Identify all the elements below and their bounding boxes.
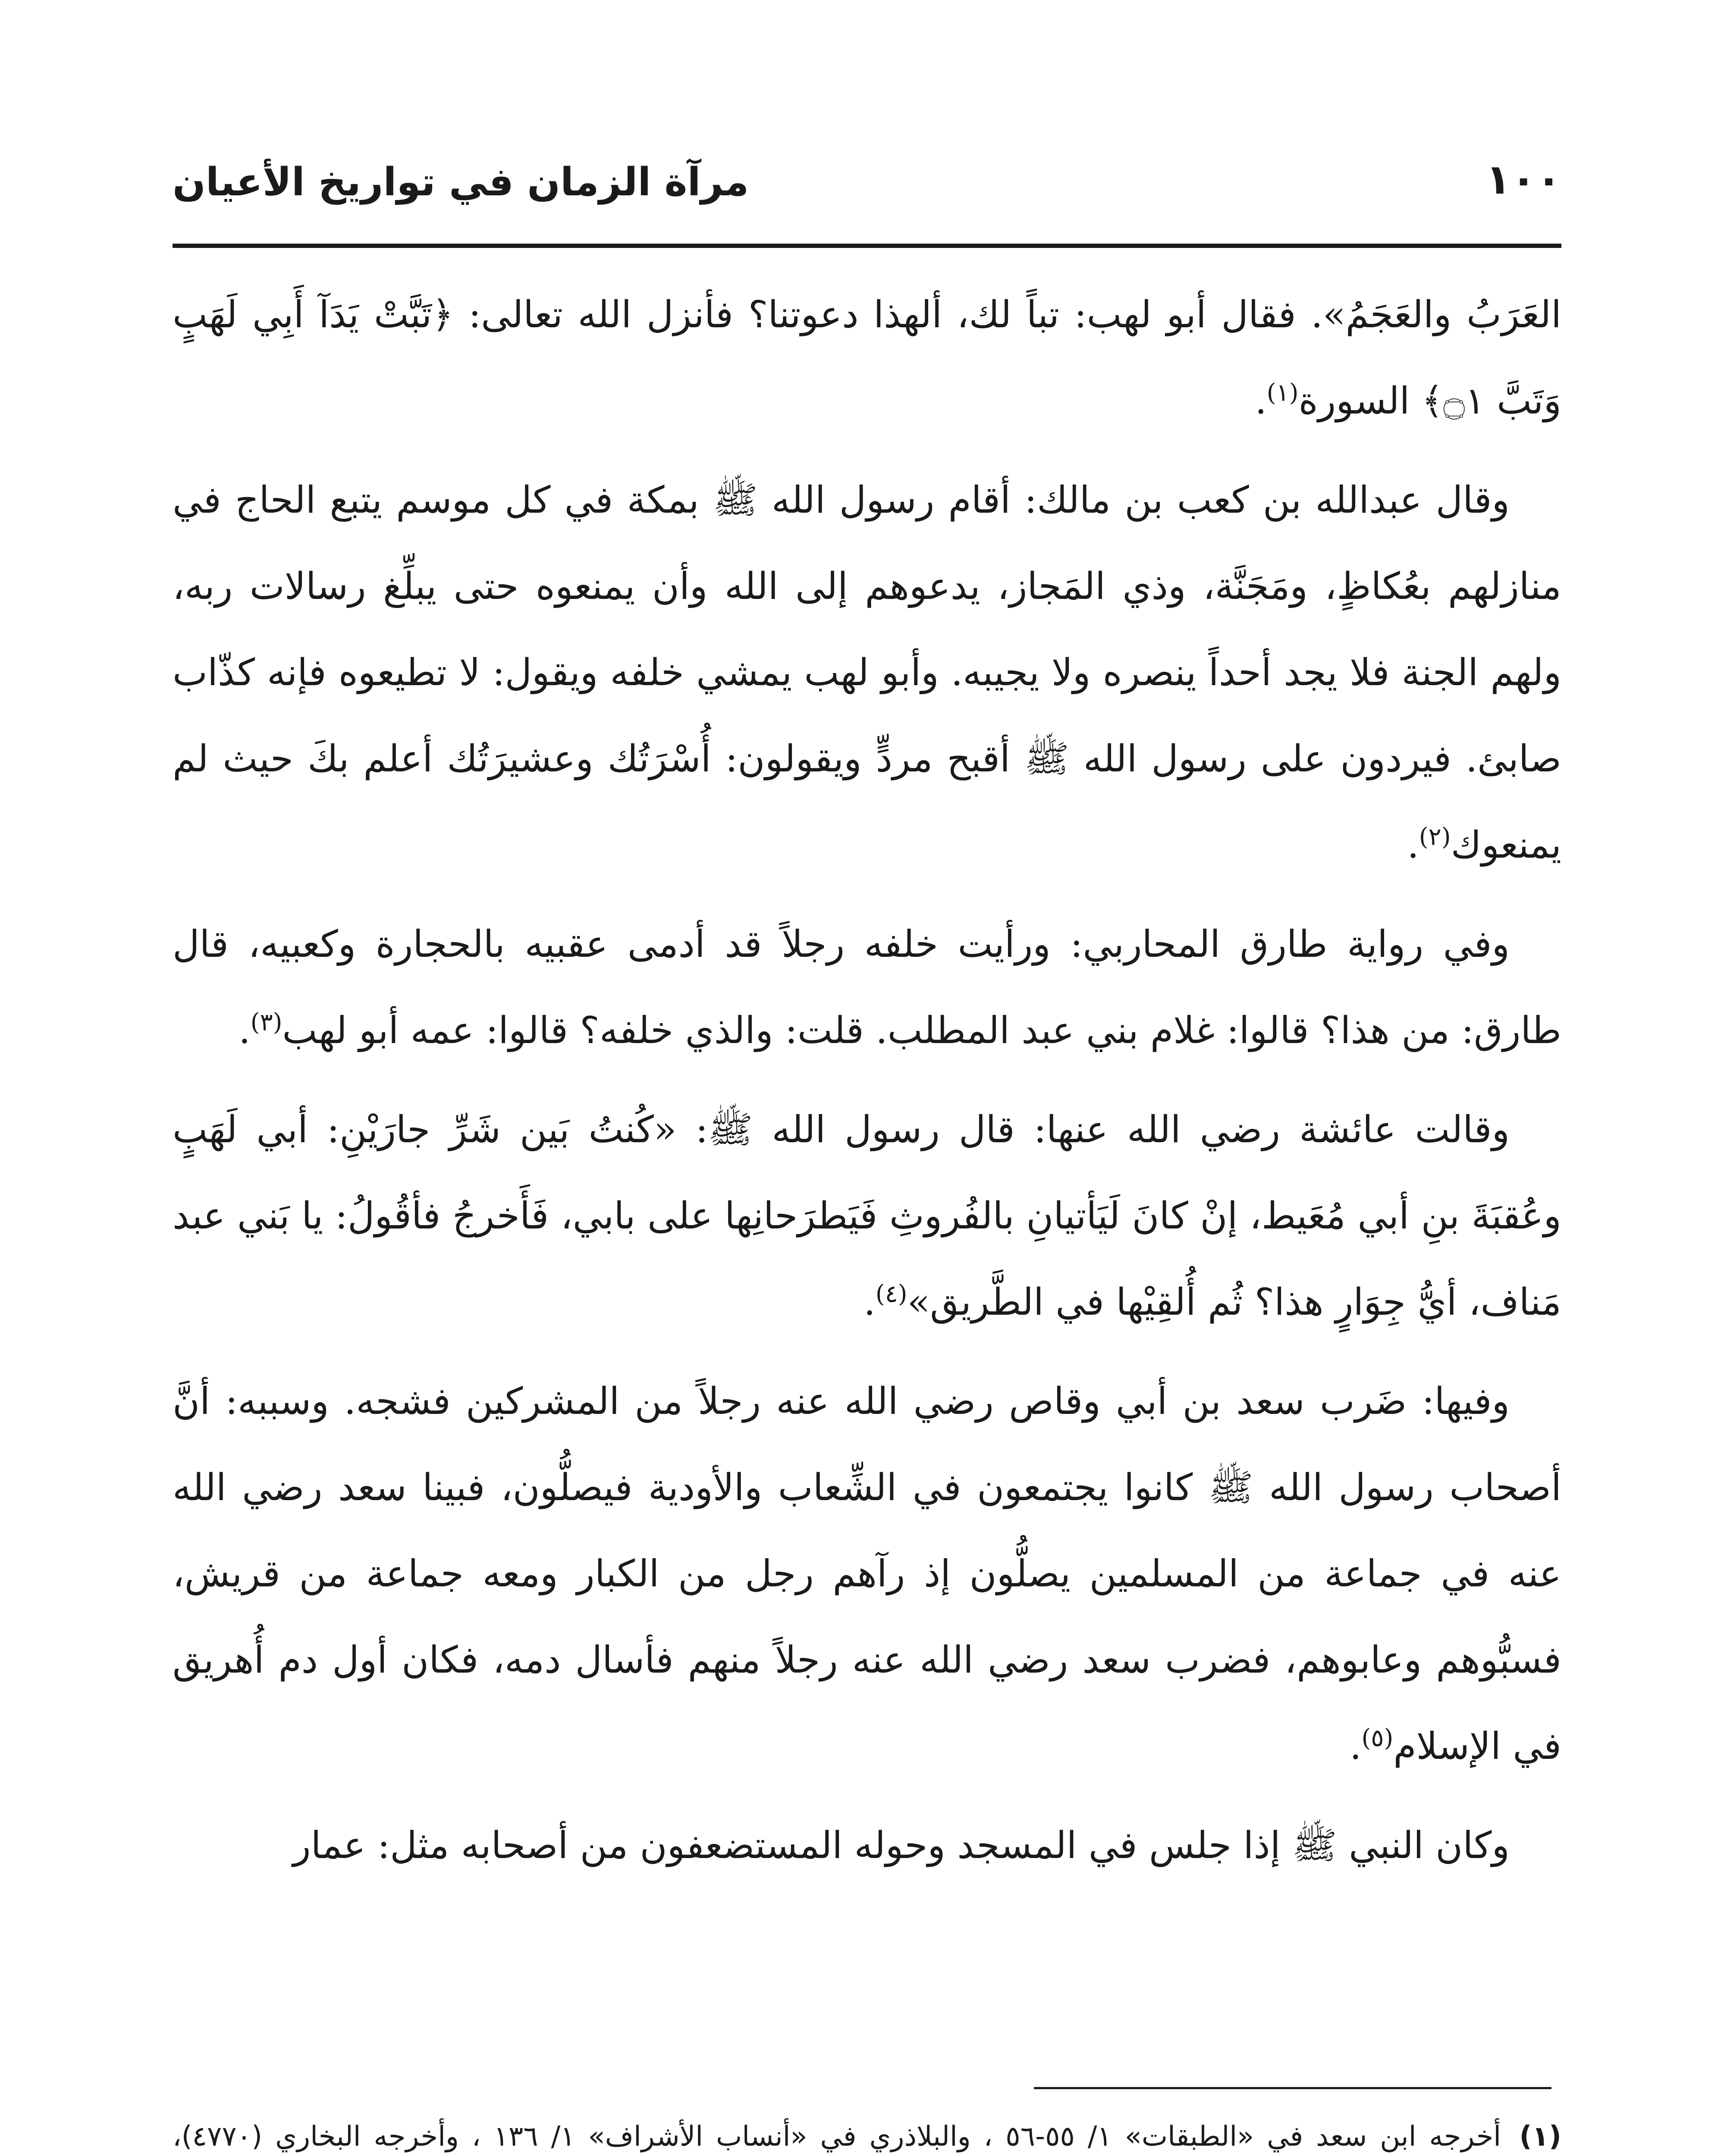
paragraph-3-text: وفي رواية طارق المحاربي: ورأيت خلفه رجلاً قد أدمى عقبيه بالحجارة وكعبيه، قال طارق: من هذا؟ قالوا: غلام بني عبد المطلب. قلت: والذي خلفه؟ قالوا: عمه أبو لهب (173, 923, 1561, 1052)
paragraph-1-end: . (1255, 379, 1267, 423)
footnotes-section (173, 2109, 1561, 2156)
footnote-ref-5[interactable]: (٥) (1361, 1724, 1394, 1752)
header-rule (173, 244, 1561, 248)
paragraph-5-end: . (1350, 1725, 1362, 1768)
paragraph-2-end: . (1407, 824, 1419, 867)
footnote-text: أخرجه ابن سعد في «الطبقات» ١/ ٥٥-٥٦ ، والبلاذري في «أنساب الأشراف» ١/ ١٣٦ ، وأخرجه البخاري (٤٧٧٠)، (173, 2121, 1501, 2153)
paragraph-4-end: . (864, 1281, 876, 1324)
paragraph-2-text: وقال عبدالله بن كعب بن مالك: أقام رسول الله ﷺ بمكة في كل موسم يتبع الحاج في منازلهم بعُكاظٍ، ومَجَنَّة، وذي المَجاز، يدعوهم إلى الله وأن يمنعوه حتى يبلِّغ رسالات ربه، ولهم الجنة فلا يجد أحداً ينصره ولا يجيبه. وأبو لهب يمشي خلفه ويقول: لا تطيعوه فإنه كذّاب صابئ. فيردون على رسول الله ﷺ أقبح مردٍّ ويقولون: أُسْرَتُك وعشيرَتُك أعلم بكَ حيث لم يمنعوك (173, 479, 1561, 867)
paragraph-5-text: وفيها: ضَرب سعد بن أبي وقاص رضي الله عنه رجلاً من المشركين فشجه. وسببه: أنَّ أصحاب رسول الله ﷺ كانوا يجتمعون في الشِّعاب والأودية فيصلُّون، فبينا سعد رضي الله عنه في جماعة من المسلمين يصلُّون إذ رآهم رجل من الكبار ومعه جماعة من قريش، فسبُّوهم وعابوهم، فضرب سعد رضي الله عنه رجلاً منهم فأسال دمه، فكان أول دم أُهريق في الإسلام (173, 1380, 1561, 1768)
paragraph-1-text-a: العَرَبُ والعَجَمُ». فقال أبو لهب: تباً لك، ألهذا دعوتنا؟ فأنزل الله تعالى: (453, 293, 1561, 336)
paragraph-1 (173, 272, 1561, 444)
footnote-1 (173, 2109, 1561, 2156)
page-number: ١٠٠ (1485, 155, 1561, 204)
footnote-ref-2[interactable]: (٢) (1419, 823, 1451, 851)
footnote-separator (1034, 2087, 1551, 2089)
paragraph-3 (173, 901, 1561, 1074)
footnote-number: (١) (1519, 2121, 1561, 2153)
footnote-ref-1[interactable]: (١) (1266, 379, 1299, 407)
paragraph-6-text: وكان النبي ﷺ إذا جلس في المسجد وحوله المستضعفون من أصحابه مثل: عمار (293, 1824, 1510, 1867)
paragraph-2 (173, 457, 1561, 888)
paragraph-3-end: . (239, 1009, 251, 1052)
footnote-ref-4[interactable]: (٤) (875, 1280, 908, 1308)
footnote-ref-3[interactable]: (٣) (250, 1008, 283, 1037)
paragraph-5 (173, 1358, 1561, 1789)
paragraph-4 (173, 1087, 1561, 1345)
quran-verse: ﴿تَبَّتْ يَدَآ أَبِي لَهَبٍ وَتَبَّ ۝١﴾ (173, 293, 1561, 423)
main-text (173, 272, 1561, 1902)
running-title: مرآة الزمان في تواريخ الأعيان (173, 160, 749, 205)
paragraph-6 (173, 1802, 1561, 1889)
paragraph-4-text: وقالت عائشة رضي الله عنها: قال رسول الله ﷺ: «كُنتُ بَين شَرِّ جارَيْنِ: أبي لَهَبٍ وعُقبَةَ بنِ أبي مُعَيط، إنْ كانَ لَيَأتيانِ بالفُروثِ فَيَطرَحانِها على بابي، فَأَخرجُ فأقُولُ: يا بَني عبد مَناف، أيُّ جِوَارٍ هذا؟ ثُم أُلقِيْها في الطَّريق» (173, 1108, 1561, 1324)
paragraph-1-text-b: السورة (1298, 379, 1422, 423)
page-header (173, 142, 1561, 246)
